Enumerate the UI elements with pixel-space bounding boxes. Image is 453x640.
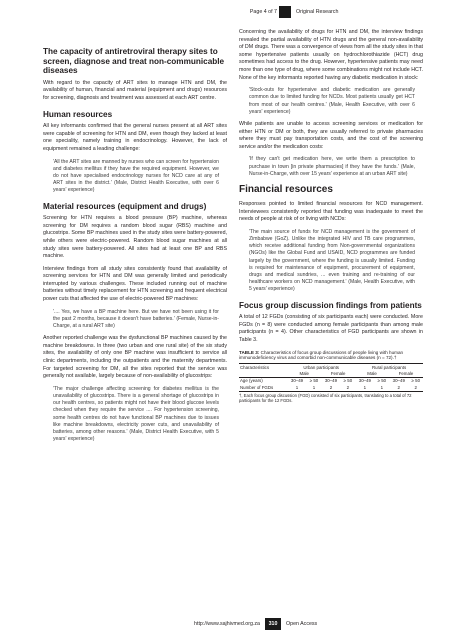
table-cell: 30–49 <box>392 378 405 384</box>
paragraph: A total of 12 FGDs (consisting of six participants each) were conducted. More FGDs (n = 8) were conducted among female participants than among male participants (n = 4). Other characteristics of FGD participants are shown in Table 3. <box>239 314 423 343</box>
table-header-cell: Male <box>299 371 309 377</box>
table-row <box>239 377 423 384</box>
table-header-cell: Rural participants <box>371 364 407 370</box>
journal-url-link[interactable]: http://www.sajhivmed.org.za <box>194 621 260 627</box>
table-row <box>239 384 423 391</box>
header-separator-block <box>279 6 291 18</box>
table-header-cell: Female <box>398 371 414 377</box>
table-cell: 30–49 <box>358 378 371 384</box>
table-cell: Number of FGDs <box>240 384 274 390</box>
table-cell: 2 <box>346 384 350 390</box>
table-footnote: †, Each focus group discussion (FGD) consisted of six participants, translating to a total of 72 participants for the 12 FGDs. <box>239 392 412 404</box>
open-access-label: Open Access <box>286 621 318 627</box>
paragraph: While patients are unable to access screening services or medication for either HTN or DM or both, they are usually referred to private pharmacies where they must pay transportation costs, and the cost of the screening service and/or the medication costs: <box>239 120 423 150</box>
table-caption-text: Characteristics of focus group discussions of people living with human immunodeficiency virus and comorbid non-communicable diseases (n = 72).† <box>239 349 404 361</box>
section-heading-capacity: The capacity of antiretroviral therapy sites to screen, diagnose and treat non-communicable diseases <box>43 47 225 76</box>
paragraph: With regard to the capacity of ART sites to manage HTN and DM, the availability of human, financial and material (equipment and drugs) resources for screening, diagnosis and treatment was assessed at each ART centre. <box>43 79 227 101</box>
footer-page-number: 310 <box>265 618 281 630</box>
fgd-characteristics-table <box>239 363 423 392</box>
table-header-cell: Male <box>367 371 377 377</box>
page-number-label: Page 4 of 7 <box>249 9 277 15</box>
paragraph: Another reported challenge was the dysfunctional BP machines caused by the machine breakdowns. In three (two urban and one rural site) of the six study sites, the availability of only one BP machine was insufficient to service all clinic departments, including the outpatients and the maternity departments. For targeted screening for DM, all the sites reported that the service was generally not available, largely because of non-availability of glucostrips: <box>43 335 227 380</box>
section-heading-material-resources: Material resources (equipment and drugs) <box>43 201 207 211</box>
table-header-cell: Female <box>330 371 346 377</box>
table-cell: ≥ 50 <box>411 378 421 384</box>
table-cell: 2 <box>414 384 417 390</box>
table-cell: 30–49 <box>290 378 304 384</box>
table-cell: 1 <box>363 384 367 390</box>
table-header-cell: Characteristics <box>240 364 270 370</box>
table-cell: ≥ 50 <box>377 378 387 384</box>
paragraph: All key informants confirmed that the general nurses present at all ART sites were capable of screening for HTN and DM, even though they lacked at least one speciality, namely training in endocrinology. However, the lack of equipment remained a leading challenge: <box>43 123 227 152</box>
paragraph: Screening for HTN requires a blood pressure (BP) machine, whereas screening for DM requires a random blood sugar (RBS) machine and glucostrips. Some BP machines used in the study sites were battery-powered, while others were electric-powered. Random blood sugar machines at all study sites were battery-powered. All sites had at least one BP and RBS machine. <box>43 215 227 260</box>
paragraph: Responses pointed to limited financial resources for NCD management. Interviewees consistently reported that funding was inadequate to meet the needs of people at risk of or living with NCDs: <box>239 200 423 223</box>
table-cell: 2 <box>397 384 400 390</box>
section-label: Original Research <box>296 9 339 15</box>
table-cell: 1 <box>295 384 299 390</box>
table-cell: 30–49 <box>324 378 338 384</box>
interview-quote: 'Stock-outs for hypertensive and diabetic medication are generally common due to limited funding for NCDs. Most patients usually get HCT from most of our health centres.' (Male, Health Executive, with over 6 years' experience) <box>249 87 415 115</box>
table-cell: ≥ 50 <box>309 378 319 384</box>
interview-quote: 'All the ART sites are manned by nurses who can screen for hypertension and diabetes mellitus if they have the required equipment. However, we do not have specialised endocrinology nurses for NCD care at any of ART sites in the district.' (Male, District Health Executive, with over 6 years' experience) <box>53 158 219 194</box>
left-column <box>43 29 227 448</box>
table-cell: 1 <box>380 384 384 390</box>
table-header-cell: Urban participants <box>303 364 339 370</box>
section-heading-human-resources: Human resources <box>43 109 113 119</box>
interview-quote: '.... Yes, we have a BP machine here. But we have not been using it for the past 2 months, because it doesn't have batteries.' (Female, Nurse-in-Charge, at a rural ART site) <box>53 308 219 330</box>
interview-quote: 'The main source of funds for NCD management is the government of Zimbabwe (GoZ). Unlike the integrated HIV and TB care programmes, which receive additional funding from Non-governmental organizations (NGOs) like the Global Fund and USAID, NCD programmes are funded largely by the government, where the funding is usually limited. Funding is required for maintenance of equipment, procurement of equipment, drugs and medical sundries, ... even training and re-training of our healthcare workers on NCD management.' (Male, Health Executive, with 5 years' experience) <box>249 228 415 293</box>
paragraph: Interview findings from all study sites consistently found that availability of screening services for HTN and DM was generally limited and periodically interrupted by various challenges. These included running out of machine batteries without timely replacement for HTN screening and frequent electrical power cuts that affected the use of electric-powered BP machines: <box>43 265 227 303</box>
table-cell: 1 <box>312 384 316 390</box>
table-cell: ≥ 50 <box>343 378 353 384</box>
table-cell: 2 <box>329 384 333 390</box>
interview-quote: 'If they can't get medication here, we write them a prescription to purchase in town [in private pharmacies] if they have the funds.' (Male, Nurse-in-Charge, with over 15 years' experience at an urban ART site) <box>249 156 415 177</box>
table-cell: Age (years) <box>240 378 263 384</box>
interview-quote: 'The major challenge affecting screening for diabetes mellitus is the unavailability of glucostrips. There is a general shortage of glucostrips in our health centres, so patients might not have their blood glucose levels checked when they require the service .... For hypertension screening, some health centres do not have functional BP machines due to issues like machine breakdowns, electricity power cuts, and unavailability of batteries, among other reasons.' (Male, District Health Executive, with 5 years' experience) <box>53 385 219 443</box>
section-heading-financial-resources: Financial resources <box>239 183 333 195</box>
table-caption <box>239 350 423 362</box>
table-header-cell <box>239 371 287 378</box>
section-heading-fgd-findings: Focus group discussion findings from patients <box>239 300 422 310</box>
paragraph: Concerning the availability of drugs for HTN and DM, the interview findings revealed the partial availability of HTN drugs and the general non-availability of DM drugs. There was a convergence of views from all the study sites in that some hypertensive patients usually on hydrochlorothiazide (HCT) drug sometimes had access to the drug. However, hypertensive patients may need more than one type of drug, where some combinations might not include HCT. None of the key informants reported having any diabetic medication in stock: <box>239 29 423 81</box>
right-column <box>239 29 423 404</box>
table-caption-label: TABLE 3: <box>239 349 260 355</box>
